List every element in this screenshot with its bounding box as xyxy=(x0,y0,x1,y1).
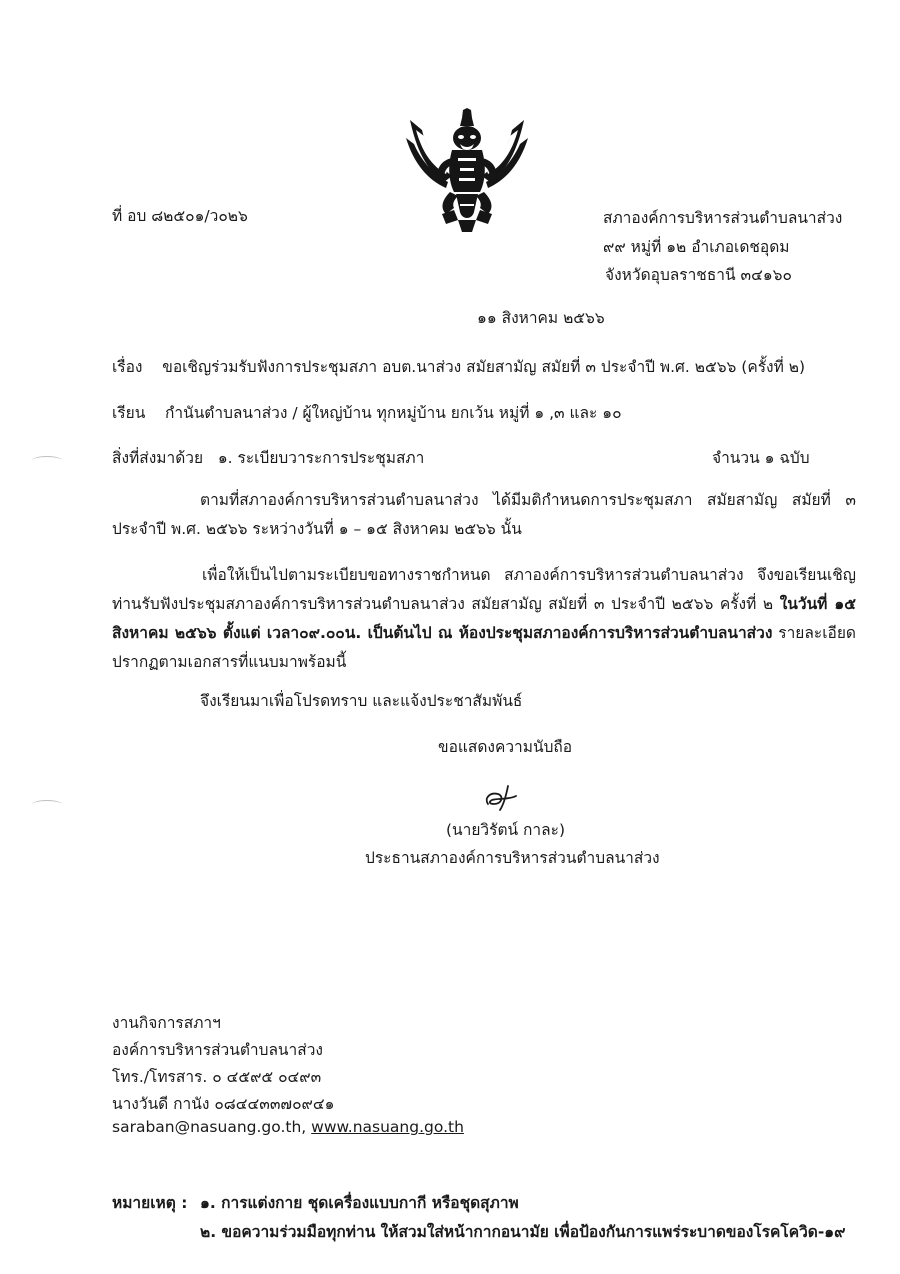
contact-organization: องค์การบริหารส่วนตำบลนาส่วง xyxy=(112,1041,323,1059)
paragraph-1 xyxy=(112,486,856,544)
paragraph-2-ending: รายละเอียดปรากฏตามเอกสารที่แนบมาพร้อมนี้ xyxy=(112,624,856,671)
contact-online xyxy=(112,1118,464,1136)
garuda-emblem xyxy=(402,108,532,236)
note-label: หมายเหตุ : xyxy=(112,1194,188,1212)
contact-person: นางวันดี กานัง ๐๘๔๔๓๓๗๐๙๔๑ xyxy=(112,1095,335,1113)
signer-name: (นายวิรัตน์ กาละ) xyxy=(446,821,566,839)
signer-title: ประธานสภาองค์การบริหารส่วนตำบลนาส่วง xyxy=(365,849,660,867)
recipient-line xyxy=(112,400,622,425)
sender-address-line1: ๙๙ หมู่ที่ ๑๒ อำเภอเดชอุดม xyxy=(603,238,790,256)
note-item-1: ๑. การแต่งกาย ชุดเครื่องแบบกากี หรือชุดสุภาพ xyxy=(200,1194,519,1212)
recipient-label: เรียน xyxy=(112,404,146,422)
email-link[interactable]: saraban@nasuang.go.th xyxy=(112,1118,302,1136)
paragraph-1-text: ตามที่สภาองค์การบริหารส่วนตำบลนาส่วง ได้มีมติกำหนดการประชุมสภา สมัยสามัญ สมัยที่ ๓ ประจำปี พ.ศ. ๒๕๖๖ ระหว่างวันที่ ๑ – ๑๕ สิงหาคม ๒๕๖๖ นั้น xyxy=(112,491,856,538)
paragraph-3: จึงเรียนมาเพื่อโปรดทราบ และแจ้งประชาสัมพันธ์ xyxy=(200,692,523,710)
subject-label: เรื่อง xyxy=(112,358,143,376)
closing: ขอแสดงความนับถือ xyxy=(438,738,573,756)
subject-line xyxy=(112,354,805,379)
note-item-2: ๒. ขอความร่วมมือทุกท่าน ให้สวมใส่หน้ากากอนามัย เพื่อป้องกันการแพร่ระบาดของโรคโควิด-๑๙ xyxy=(200,1223,846,1241)
signature xyxy=(478,782,528,818)
contact-department: งานกิจการสภาฯ xyxy=(112,1014,221,1032)
enclosure-quantity: จำนวน ๑ ฉบับ xyxy=(712,449,810,467)
meeting-details: ในวันที่ ๑๕ สิงหาคม ๒๕๖๖ ตั้งแต่ เวลา๐๙.๐๐น. เป็นต้นไป ณ ห้องประชุมสภาองค์การบริหารส่วนตำบลนาส่วง xyxy=(112,595,856,642)
contact-phone: โทร./โทรสาร. ๐ ๔๕๙๕ ๐๔๙๓ xyxy=(112,1068,322,1086)
document-number: ที่ อบ ๘๒๕๐๑/ว๐๒๖ xyxy=(112,207,248,225)
subject-text: ขอเชิญร่วมรับฟังการประชุมสภา อบต.นาส่วง สมัยสามัญ สมัยที่ ๓ ประจำปี พ.ศ. ๒๕๖๖ (ครั้งที่ ๒) xyxy=(162,358,806,376)
enclosure-label: สิ่งที่ส่งมาด้วย xyxy=(112,449,204,467)
sender-address-line2: จังหวัดอุบลราชธานี ๓๔๑๖๐ xyxy=(605,266,792,284)
enclosure-line xyxy=(112,445,424,470)
enclosure-item: ๑. ระเบียบวาระการประชุมสภา xyxy=(217,449,425,467)
recipient-text: กำนันตำบลนาส่วง / ผู้ใหญ่บ้าน ทุกหมู่บ้าน ยกเว้น หมู่ที่ ๑ ,๓ และ ๑๐ xyxy=(165,404,622,422)
paragraph-2 xyxy=(112,561,856,677)
scan-mark xyxy=(32,456,62,465)
contact-separator: , xyxy=(301,1118,307,1136)
scan-mark xyxy=(32,800,62,809)
document-date: ๑๑ สิงหาคม ๒๕๖๖ xyxy=(477,309,605,327)
website-link[interactable]: www.nasuang.go.th xyxy=(311,1118,464,1136)
sender-org: สภาองค์การบริหารส่วนตำบลนาส่วง xyxy=(603,209,843,227)
paragraph-2-text: เพื่อให้เป็นไปตามระเบียบขอทางราชกำหนด สภาองค์การบริหารส่วนตำบลนาส่วง จึงขอเรียนเชิญท่านรับฟังประชุมสภาองค์การบริหารส่วนตำบลนาส่วง สมัยสามัญ สมัยที่ ๓ ประจำปี ๒๕๖๖ ครั้งที่ ๒ xyxy=(112,566,856,613)
